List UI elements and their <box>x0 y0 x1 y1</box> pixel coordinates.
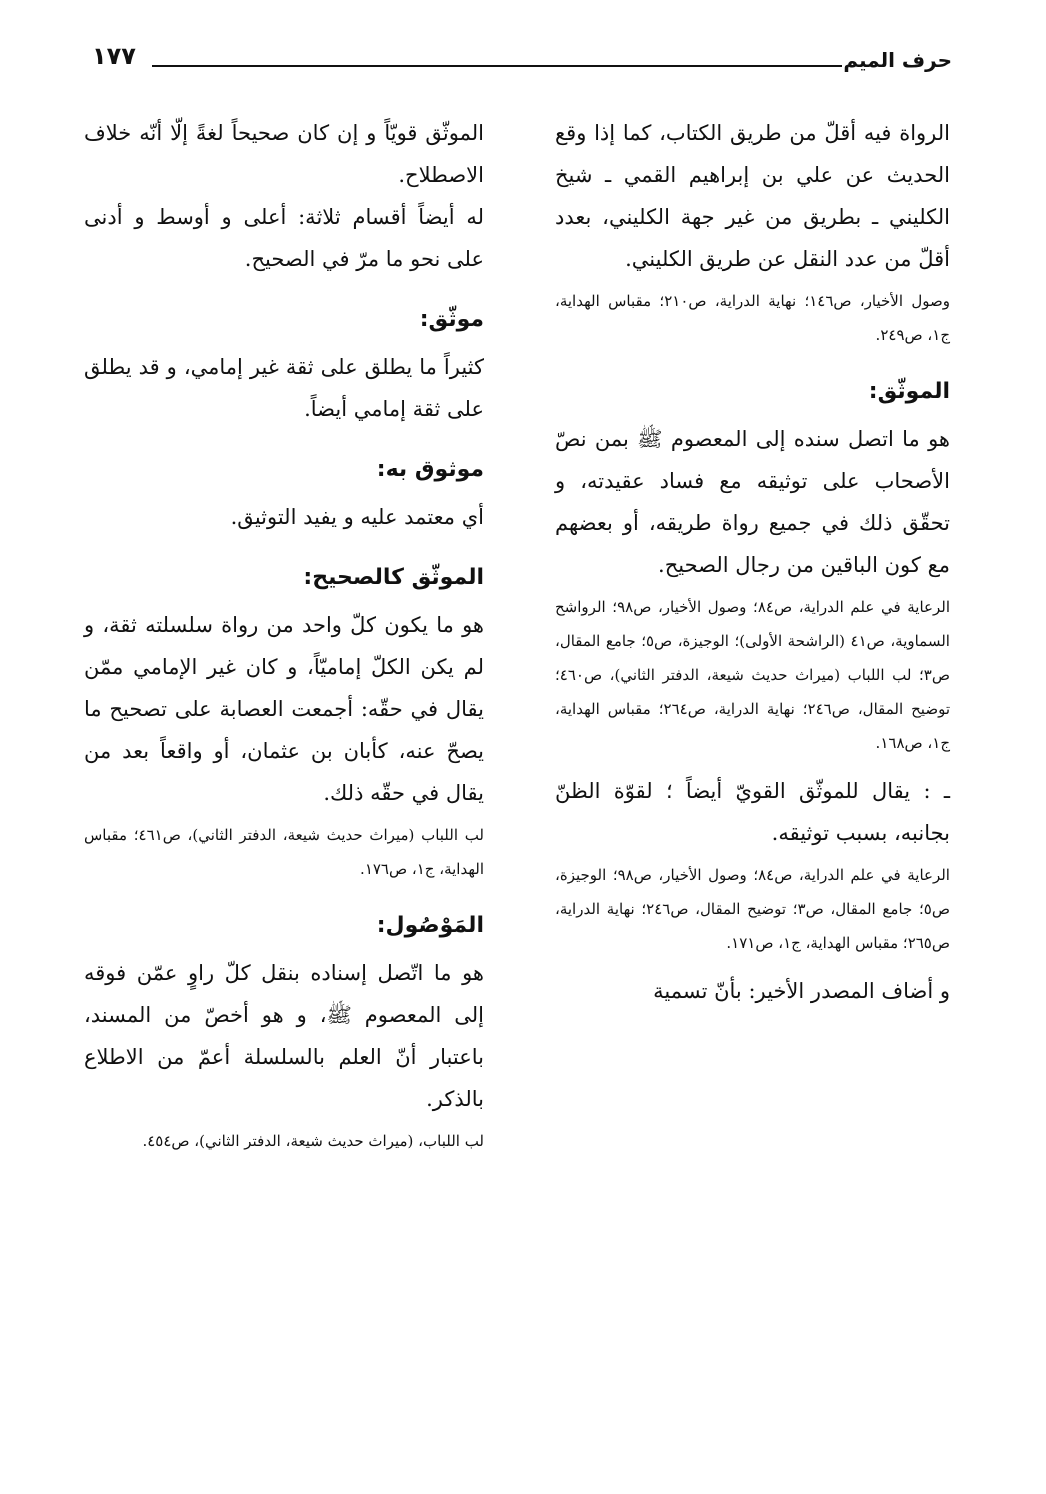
entry-heading: موثّق: <box>419 307 484 332</box>
entry-body: هو ما يكون كلّ واحد من رواة سلسلته ثقة، و لم يكن الكلّ إماميّاً، و كان غير الإمامي ممّن يقال في حقّه: أجمعت العصابة على تصحيح ما يصحّ عنه، كأبان بن عثمان، أو واقعاً بعد من يقال في حقّه ذلك. <box>84 613 484 805</box>
entry-muwathaq-kal-sahih <box>84 558 484 886</box>
entry-reference: لب اللباب (ميراث حديث شيعة، الدفتر الثاني)، ص٤٦١؛ مقباس الهداية، ج١، ص١٧٦. <box>84 826 484 878</box>
entry-mawthuq-bih <box>84 450 484 538</box>
entry-mawsul <box>84 906 484 1158</box>
entry-muwathaq <box>555 372 950 1012</box>
entry-body: هو ما اتّصل إسناده بنقل كلّ راوٍ عمّن فوقه إلى المعصوم ﷺ، و هو أخصّ من المسند، باعتبار أنّ العلم بالسلسلة أعمّ من الاطلاع بالذكر. <box>84 961 484 1111</box>
header-rule <box>152 65 842 67</box>
entry-body: أي معتمد عليه و يفيد التوثيق. <box>230 505 484 529</box>
entry-heading: الموثّق كالصحيح: <box>303 565 484 590</box>
page-header <box>92 40 952 80</box>
entry-reference: الرعاية في علم الدراية، ص٨٤؛ وصول الأخيار، ص٩٨؛ الرواشح السماوية، ص٤١ (الراشحة الأولى)؛ الوجيزة، ص٥؛ جامع المقال، ص٣؛ لب اللباب (ميراث حديث شيعة، الدفتر الثاني)، ص٤٦٠؛ توضيح المقال، ص٢٤٦؛ نهاية الدراية، ص٢٦٤؛ مقباس الهداية، ج١، ص١٦٨. <box>555 598 950 752</box>
continued-paragraph: الموثّق قويّاً و إن كان صحيحاً لغةً إلّا أنّه خلاف الاصطلاح. <box>84 121 484 187</box>
running-title: حرف الميم <box>843 48 952 72</box>
entry-subitem: ـ : يقال للموثّق القويّ أيضاً ؛ لقوّة الظنّ بجانبه، بسبب توثيقه. <box>555 779 950 845</box>
entry-muwathaq-short <box>84 300 484 430</box>
intro-paragraph: الرواة فيه أقلّ من طريق الكتاب، كما إذا وقع الحديث عن علي بن إبراهيم القمي ـ شيخ الكليني ـ بطريق من غير جهة الكليني، بعدد أقلّ من عدد النقل عن طريق الكليني. <box>555 121 950 271</box>
entry-body: هو ما اتصل سنده إلى المعصوم ﷺ بمن نصّ الأصحاب على توثيقه مع فساد عقيدته، و تحقّق ذلك في جميع رواة طريقه، أو بعضهم مع كون الباقين من رجال الصحيح. <box>555 427 950 577</box>
left-column <box>84 112 484 1168</box>
continued-text: و أضاف المصدر الأخير: بأنّ تسمية <box>653 979 950 1003</box>
entry-heading: المَوْصُول: <box>376 913 484 938</box>
entry-heading: الموثّق: <box>868 379 950 404</box>
right-column <box>555 112 950 1012</box>
page-number: ١٧٧ <box>92 42 136 70</box>
intro-reference: وصول الأخيار، ص١٤٦؛ نهاية الدراية، ص٢١٠؛ مقباس الهداية، ج١، ص٢٤٩. <box>555 292 950 344</box>
continued-paragraph-2: له أيضاً أقسام ثلاثة: أعلى و أوسط و أدنى على نحو ما مرّ في الصحيح. <box>84 205 484 271</box>
entry-heading: موثوق به: <box>376 457 484 482</box>
entry-reference: لب اللباب، (ميراث حديث شيعة، الدفتر الثاني)، ص٤٥٤. <box>142 1132 484 1150</box>
entry-subitem-reference: الرعاية في علم الدراية، ص٨٤؛ وصول الأخيار، ص٩٨؛ الوجيزة، ص٥؛ جامع المقال، ص٣؛ توضيح المقال، ص٢٤٦؛ نهاية الدراية، ص٢٦٥؛ مقباس الهداية، ج١، ص١٧١. <box>555 866 950 952</box>
entry-body: كثيراً ما يطلق على ثقة غير إمامي، و قد يطلق على ثقة إمامي أيضاً. <box>84 355 484 421</box>
